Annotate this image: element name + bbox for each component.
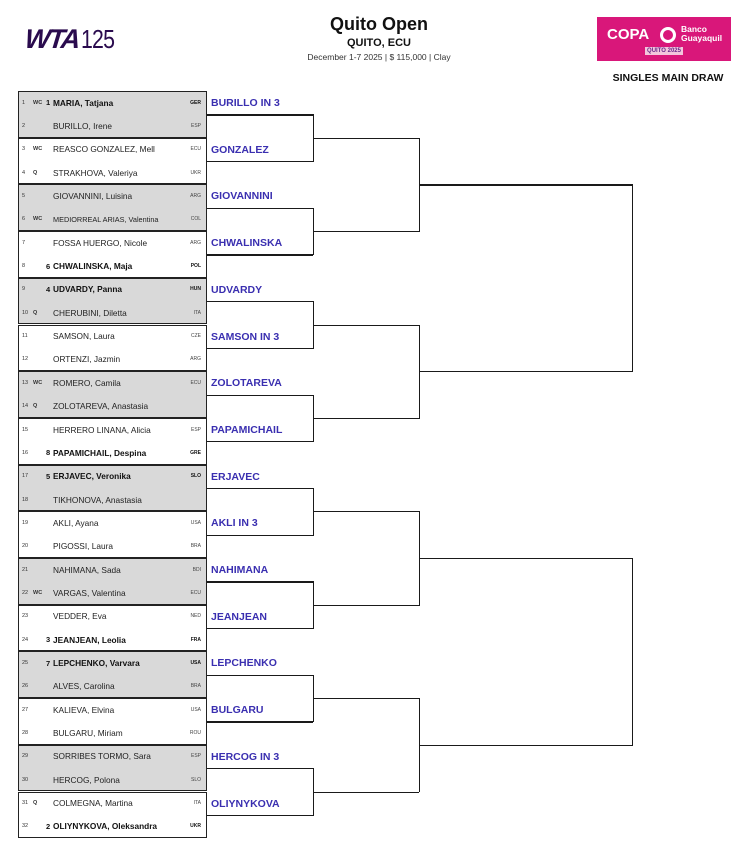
- nationality: FRA: [190, 636, 201, 643]
- player-row[interactable]: [19, 208, 206, 231]
- player-name: HERRERO LINANA, Alicia: [53, 424, 151, 435]
- nationality: BDI: [192, 566, 201, 573]
- bracket-line: [419, 184, 632, 185]
- nationality: GRE: [190, 449, 201, 456]
- player-name: AKLI, Ayana: [53, 517, 99, 528]
- tier-label: 125: [81, 24, 115, 54]
- player-name: BULGARU, Miriam: [53, 728, 123, 739]
- seed-number: 2: [46, 821, 51, 831]
- player-row[interactable]: [19, 698, 206, 721]
- bracket-line: [207, 721, 313, 722]
- wta-logo-text: WTA: [23, 24, 81, 54]
- sponsor-ring-icon: [660, 27, 676, 43]
- player-name: ZOLOTAREVA, Anastasia: [53, 401, 149, 412]
- entry-status: WC: [33, 99, 43, 106]
- player-name: BURILLO, Irene: [53, 120, 113, 131]
- player-row[interactable]: [19, 278, 206, 301]
- round1-winner: BULGARU: [211, 704, 264, 717]
- entry-status: WC: [33, 379, 43, 386]
- nationality: USA: [190, 706, 201, 713]
- player-name: PAPAMICHAIL, Despina: [53, 447, 147, 458]
- draw-position: 2: [22, 122, 26, 129]
- match-box: [18, 605, 207, 652]
- nationality: SLO: [190, 776, 201, 783]
- bracket-line: [313, 418, 419, 419]
- player-name: CHWALINSKA, Maja: [53, 261, 133, 272]
- seed-number: 3: [46, 635, 51, 645]
- bracket-line: [207, 348, 313, 349]
- player-name: LEPCHENKO, Varvara: [53, 658, 140, 669]
- nationality: USA: [190, 660, 201, 667]
- match-box: [18, 792, 207, 839]
- seed-number: 6: [46, 261, 51, 271]
- player-row[interactable]: [19, 605, 206, 628]
- round1-winner: OLIYNYKOVA: [211, 797, 280, 810]
- match-box: [18, 371, 207, 418]
- player-name: UDVARDY, Panna: [53, 284, 122, 295]
- bracket-line: [207, 581, 313, 582]
- player-name: HERCOG, Polona: [53, 774, 120, 785]
- tournament-header: [250, 13, 508, 63]
- draw-position: 23: [22, 613, 29, 620]
- player-name: TIKHONOVA, Anastasia: [53, 494, 142, 505]
- draw-position: 7: [22, 239, 26, 246]
- match-box: [18, 698, 207, 745]
- tournament-city: QUITO, ECU: [347, 37, 411, 49]
- bracket-line: [313, 511, 419, 512]
- nationality: ESP: [190, 122, 201, 129]
- sponsor-copa-text: COPA: [607, 26, 650, 43]
- sponsor-bank-text: [681, 25, 722, 43]
- seed-number: 5: [46, 471, 51, 481]
- bracket-line: [207, 488, 313, 489]
- player-name: REASCO GONZALEZ, Mell: [53, 144, 155, 155]
- bracket-line: [207, 208, 313, 209]
- player-name: ORTENZI, Jazmin: [53, 354, 121, 365]
- match-box: [18, 418, 207, 465]
- bracket-line: [207, 114, 313, 115]
- bracket-line: [207, 161, 313, 162]
- player-name: MEDIORREAL ARIAS, Valentina: [53, 214, 159, 224]
- round1-winner: ERJAVEC: [211, 470, 260, 483]
- player-name: KALIEVA, Elvina: [53, 704, 115, 715]
- nationality: CZE: [191, 333, 201, 340]
- player-row[interactable]: [19, 465, 206, 488]
- nationality: ARG: [190, 356, 201, 363]
- wta-125-logo: [25, 24, 122, 55]
- bracket-line: [419, 745, 632, 746]
- bracket-line: [207, 815, 313, 816]
- draw-position: 13: [22, 379, 29, 386]
- player-row[interactable]: [19, 441, 206, 464]
- round1-winner: ZOLOTAREVA: [211, 377, 282, 390]
- draw-position: 17: [22, 473, 29, 480]
- player-row[interactable]: [19, 418, 206, 441]
- draw-position: 20: [22, 543, 29, 550]
- bracket-line: [207, 535, 313, 536]
- draw-position: 4: [22, 169, 26, 176]
- player-name: VARGAS, Valentina: [53, 587, 126, 598]
- player-row[interactable]: [19, 651, 206, 674]
- bracket-line: [207, 675, 313, 676]
- sponsor-bank-line2: Guayaquil: [681, 33, 723, 43]
- player-row[interactable]: [19, 628, 206, 651]
- bracket-line: [419, 558, 632, 559]
- draw-position: 32: [22, 823, 29, 830]
- match-box: [18, 91, 207, 138]
- sponsor-bank-line1: Banco: [681, 24, 707, 34]
- entry-status: WC: [33, 589, 43, 596]
- nationality: ARG: [190, 239, 201, 246]
- round1-winner: PAPAMICHAIL: [211, 423, 283, 436]
- draw-position: 30: [22, 776, 29, 783]
- match-box: [18, 278, 207, 325]
- player-row[interactable]: [19, 348, 206, 371]
- draw-position: 27: [22, 706, 29, 713]
- draw-position: 18: [22, 496, 29, 503]
- seed-number: 7: [46, 658, 51, 668]
- nationality: UKR: [190, 169, 201, 176]
- draw-position: 12: [22, 356, 29, 363]
- player-name: GIOVANNINI, Luisina: [53, 191, 133, 202]
- bracket-line: [207, 441, 313, 442]
- nationality: ECU: [190, 379, 201, 386]
- bracket-line: [313, 325, 419, 326]
- bracket-line: [419, 371, 632, 372]
- player-row[interactable]: [19, 535, 206, 558]
- player-name: VEDDER, Eva: [53, 611, 107, 622]
- draw-position: 14: [22, 403, 29, 410]
- nationality: ECU: [190, 589, 201, 596]
- nationality: NED: [190, 613, 201, 620]
- draw-position: 15: [22, 426, 29, 433]
- draw-position: 11: [22, 333, 28, 340]
- player-name: ALVES, Carolina: [53, 681, 115, 692]
- player-row[interactable]: [19, 138, 206, 161]
- nationality: ITA: [193, 309, 201, 316]
- player-row[interactable]: [19, 91, 206, 114]
- player-name: JEANJEAN, Leolia: [53, 634, 126, 645]
- bracket-line: [313, 231, 419, 232]
- draw-position: 19: [22, 519, 29, 526]
- bracket-line: [313, 792, 419, 793]
- player-name: STRAKHOVA, Valeriya: [53, 167, 138, 178]
- seed-number: 8: [46, 448, 51, 458]
- nationality: ROU: [189, 730, 201, 737]
- entry-status: Q: [33, 309, 38, 316]
- match-box: [18, 231, 207, 278]
- tournament-title: Quito Open: [330, 14, 428, 34]
- player-row[interactable]: [19, 254, 206, 277]
- draw-position: 21: [22, 566, 29, 573]
- nationality: ARG: [190, 193, 201, 200]
- player-name: ERJAVEC, Veronika: [53, 471, 131, 482]
- match-box: [18, 325, 207, 372]
- player-row[interactable]: [19, 184, 206, 207]
- player-name: SAMSON, Laura: [53, 331, 115, 342]
- nationality: BRA: [190, 683, 201, 690]
- round1-winner: SAMSON IN 3: [211, 330, 280, 343]
- match-box: [18, 138, 207, 185]
- nationality: POL: [190, 263, 201, 270]
- draw-position: 31: [22, 800, 29, 807]
- match-box: [18, 651, 207, 698]
- player-row[interactable]: [19, 581, 206, 604]
- player-row[interactable]: [19, 815, 206, 838]
- draw-position: 9: [22, 286, 26, 293]
- bracket-line: [313, 138, 419, 139]
- player-name: SORRIBES TORMO, Sara: [53, 751, 151, 762]
- player-row[interactable]: [19, 768, 206, 791]
- draw-position: 8: [22, 263, 26, 270]
- nationality: UKR: [190, 823, 201, 830]
- draw-label: SINGLES MAIN DRAW: [612, 72, 724, 84]
- match-box: [18, 511, 207, 558]
- round1-winner: AKLI IN 3: [211, 517, 258, 530]
- player-row[interactable]: [19, 721, 206, 744]
- draw-position: 28: [22, 730, 29, 737]
- match-box: [18, 558, 207, 605]
- round1-winner: GIOVANNINI: [211, 190, 273, 203]
- round1-winner: HERCOG IN 3: [211, 750, 280, 763]
- entry-status: WC: [33, 146, 43, 153]
- nationality: GER: [190, 99, 201, 106]
- nationality: SLO: [190, 473, 201, 480]
- bracket-line: [207, 395, 313, 396]
- nationality: HUN: [190, 286, 201, 293]
- round1-winner: GONZALEZ: [211, 143, 269, 156]
- draw-position: 26: [22, 683, 29, 690]
- player-row[interactable]: [19, 488, 206, 511]
- match-box: [18, 184, 207, 231]
- nationality: USA: [190, 519, 201, 526]
- draw-position: 10: [22, 309, 29, 316]
- draw-position: 6: [22, 216, 26, 223]
- nationality: ESP: [190, 753, 201, 760]
- round1-winner: LEPCHENKO: [211, 657, 277, 670]
- bracket-line: [313, 605, 419, 606]
- nationality: BRA: [190, 543, 201, 550]
- sponsor-tag: QUITO 2025: [645, 47, 683, 55]
- player-row[interactable]: [19, 675, 206, 698]
- player-name: PIGOSSI, Laura: [53, 541, 113, 552]
- draw-position: 22: [22, 589, 29, 596]
- nationality: ECU: [190, 146, 201, 153]
- player-row[interactable]: [19, 745, 206, 768]
- bracket-line: [207, 254, 313, 255]
- round1-winner: UDVARDY: [211, 283, 263, 296]
- player-row[interactable]: [19, 231, 206, 254]
- player-name: OLIYNYKOVA, Oleksandra: [53, 821, 158, 832]
- bracket-line: [207, 628, 313, 629]
- nationality: ITA: [193, 800, 201, 807]
- player-row[interactable]: [19, 114, 206, 137]
- match-box: [18, 465, 207, 512]
- seed-number: 4: [46, 284, 51, 294]
- player-name: NAHIMANA, Sada: [53, 564, 121, 575]
- bracket-line: [207, 301, 313, 302]
- player-row[interactable]: [19, 301, 206, 324]
- player-name: COLMEGNA, Martina: [53, 798, 133, 809]
- player-name: MARIA, Tatjana: [53, 97, 114, 108]
- bracket-line: [313, 698, 419, 699]
- player-row[interactable]: [19, 371, 206, 394]
- round1-winner: NAHIMANA: [211, 564, 269, 576]
- draw-position: 3: [22, 146, 26, 153]
- player-row[interactable]: [19, 161, 206, 184]
- sponsor-logo: [597, 17, 731, 61]
- match-box: [18, 745, 207, 792]
- player-row[interactable]: [19, 325, 206, 348]
- seed-number: 1: [46, 98, 51, 108]
- entry-status: Q: [33, 403, 38, 410]
- player-name: FOSSA HUERGO, Nicole: [53, 237, 148, 248]
- nationality: ESP: [190, 426, 201, 433]
- draw-position: 1: [22, 99, 26, 106]
- draw-position: 16: [22, 449, 29, 456]
- player-row[interactable]: [19, 395, 206, 418]
- round1-winner: BURILLO IN 3: [211, 97, 280, 109]
- entry-status: WC: [33, 216, 43, 223]
- draw-position: 24: [22, 636, 29, 643]
- bracket-line: [632, 184, 633, 372]
- draw-position: 25: [22, 660, 29, 667]
- round1-winner: CHWALINSKA: [211, 237, 283, 250]
- entry-status: Q: [33, 800, 38, 807]
- entry-status: Q: [33, 169, 38, 176]
- player-name: CHERUBINI, Diletta: [53, 307, 127, 318]
- nationality: COL: [190, 216, 201, 223]
- player-row[interactable]: [19, 792, 206, 815]
- draw-position: 29: [22, 753, 29, 760]
- player-row[interactable]: [19, 558, 206, 581]
- tournament-meta: December 1-7 2025 | $ 115,000 | Clay: [307, 52, 451, 62]
- bracket-line: [632, 558, 633, 746]
- player-row[interactable]: [19, 511, 206, 534]
- bracket-line: [207, 768, 313, 769]
- draw-position: 5: [22, 193, 26, 200]
- round1-winner: JEANJEAN: [211, 610, 268, 623]
- player-name: ROMERO, Camila: [53, 377, 121, 388]
